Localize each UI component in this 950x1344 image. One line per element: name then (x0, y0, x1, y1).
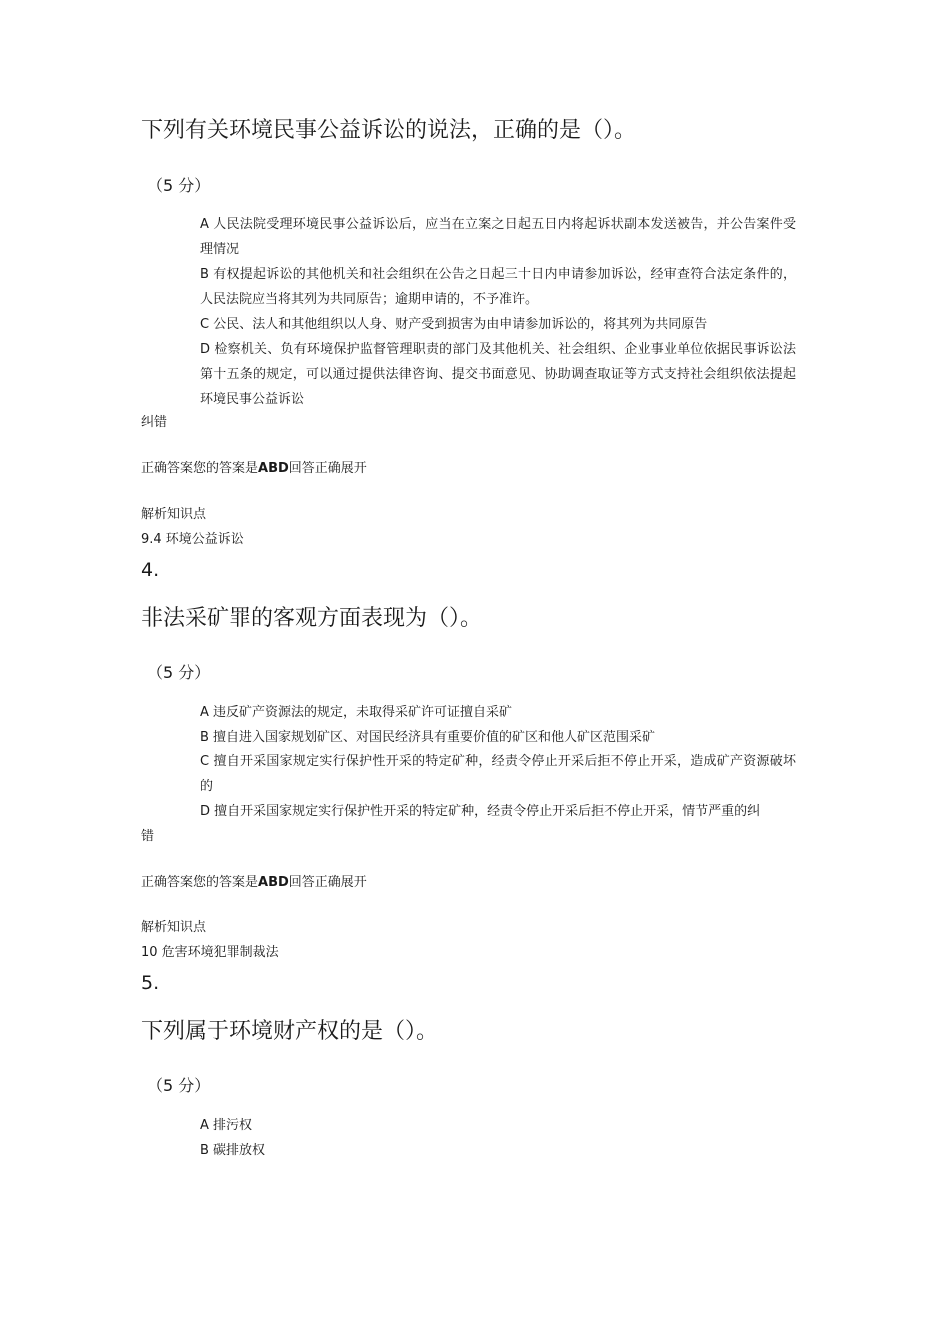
question-4-title: 非法采矿罪的客观方面表现为（）。 (141, 606, 483, 631)
answer-value: ABD (258, 875, 289, 890)
answer-prefix: 正确答案您的答案是 (141, 875, 259, 890)
question-4-number: 4. (141, 559, 160, 581)
question-3-score: （5 分） (147, 176, 211, 195)
question-5-option-b[interactable]: B 碳排放权 (200, 1143, 266, 1158)
question-4-option-a[interactable]: A 违反矿产资源法的规定，未取得采矿许可证擅自采矿 (200, 705, 513, 720)
question-4-answer-line (141, 873, 367, 893)
expand-link[interactable]: 回答正确展开 (288, 461, 367, 476)
question-3-option-b[interactable]: B 有权提起诉讼的其他机关和社会组织在公告之日起三十日内申请参加诉讼，经审查符合法定条件的，人民法院应当将其列为共同原告；逾期申请的，不予准许。 (200, 267, 796, 307)
question-3-option-a[interactable]: A 人民法院受理环境民事公益诉讼后，应当在立案之日起五日内将起诉状副本发送被告，并公告案件受理情况 (200, 217, 796, 257)
question-4-option-d[interactable]: D 擅自开采国家规定实行保护性开采的特定矿种，经责令停止开采后拒不停止开采，情节严重的纠 (200, 804, 761, 819)
question-4-option-c[interactable]: C 擅自开采国家规定实行保护性开采的特定矿种，经责令停止开采后拒不停止开采，造成矿产资源破坏的 (200, 754, 796, 794)
question-4-score: （5 分） (147, 663, 211, 682)
expand-link[interactable]: 回答正确展开 (288, 875, 367, 890)
question-5-number: 5. (141, 972, 160, 994)
question-3-option-c[interactable]: C 公民、法人和其他组织以人身、财产受到损害为由申请参加诉讼的，将其列为共同原告 (200, 317, 708, 332)
question-4-knowledge-point: 10 危害环境犯罪制裁法 (141, 945, 279, 960)
question-3-title: 下列有关环境民事公益诉讼的说法，正确的是（）。 (141, 118, 637, 143)
question-5-title: 下列属于环境财产权的是（）。 (141, 1019, 439, 1044)
question-5-score: （5 分） (147, 1076, 211, 1095)
question-5-option-a[interactable]: A 排污权 (200, 1118, 253, 1133)
question-4-option-b[interactable]: B 擅自进入国家规划矿区、对国民经济具有重要价值的矿区和他人矿区范围采矿 (200, 730, 656, 745)
question-3-analysis-label: 解析知识点 (141, 507, 207, 522)
question-3-correction-link[interactable]: 纠错 (141, 415, 168, 430)
question-3-answer-line (141, 459, 367, 479)
question-4-correction-link[interactable]: 错 (141, 829, 155, 844)
question-3-knowledge-point: 9.4 环境公益诉讼 (141, 532, 244, 547)
question-3-option-d[interactable]: D 检察机关、负有环境保护监督管理职责的部门及其他机关、社会组织、企业事业单位依据民事诉讼法第十五条的规定，可以通过提供法律咨询、提交书面意见、协助调查取证等方式支持社会组织依法提起环境民事公益诉讼 (200, 342, 796, 407)
question-4-analysis-label: 解析知识点 (141, 920, 207, 935)
answer-prefix: 正确答案您的答案是 (141, 461, 259, 476)
answer-value: ABD (258, 461, 289, 476)
